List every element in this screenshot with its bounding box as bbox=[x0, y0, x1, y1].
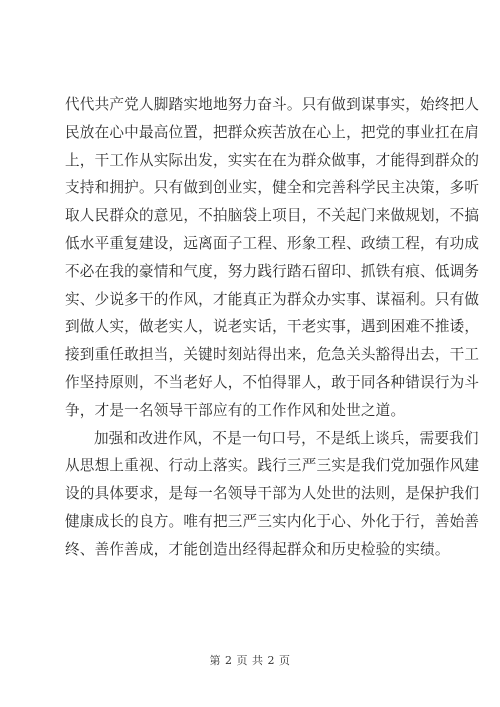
text-line: 取人民群众的意见，不拍脑袋上项目，不关起门来做规划，不搞 bbox=[65, 207, 480, 225]
text-line: 低水平重复建设，远离面子工程、形象工程、政绩工程，有功成 bbox=[65, 234, 480, 252]
text-line: 加强和改进作风，不是一句口号，不是纸上谈兵，需要我们 bbox=[94, 429, 479, 447]
page-number-footer: 第 2 页 共 2 页 bbox=[209, 654, 291, 667]
text-line: 设的具体要求，是每一名领导干部为人处世的法则，是保护我们 bbox=[65, 485, 480, 503]
paragraph-1 bbox=[65, 91, 480, 425]
text-line: 终、善作善成，才能创造出经得起群众和历史检验的实绩。 bbox=[65, 540, 450, 558]
text-line: 实、少说多干的作风，才能真正为群众办实事、谋福利。只有做 bbox=[65, 290, 480, 308]
text-line: 不必在我的豪情和气度，努力践行踏石留印、抓铁有痕、低调务 bbox=[65, 262, 480, 280]
text-line: 上，干工作从实际出发，实实在在为群众做事，才能得到群众的 bbox=[65, 151, 480, 169]
text-line: 民放在心中最高位置，把群众疾苦放在心上，把党的事业扛在肩 bbox=[65, 123, 480, 141]
text-line: 从思想上重视、行动上落实。践行三严三实是我们党加强作风建 bbox=[65, 457, 480, 475]
paragraph-2 bbox=[65, 425, 480, 564]
text-line: 作坚持原则，不当老好人，不怕得罪人，敢于同各种错误行为斗 bbox=[65, 373, 480, 391]
text-line: 支持和拥护。只有做到创业实，健全和完善科学民主决策，多听 bbox=[65, 179, 480, 197]
body-text bbox=[65, 91, 480, 564]
text-line: 争，才是一名领导干部应有的工作作风和处世之道。 bbox=[65, 401, 406, 419]
text-line: 接到重任敢担当，关键时刻站得出来，危急关头豁得出去，干工 bbox=[65, 346, 480, 364]
text-line: 到做人实，做老实人，说老实话，干老实事，遇到困难不推诿， bbox=[65, 318, 480, 336]
text-line: 健康成长的良方。唯有把三严三实内化于心、外化于行，善始善 bbox=[65, 512, 480, 530]
text-line: 代代共产党人脚踏实地地努力奋斗。只有做到谋事实，始终把人 bbox=[65, 96, 480, 113]
